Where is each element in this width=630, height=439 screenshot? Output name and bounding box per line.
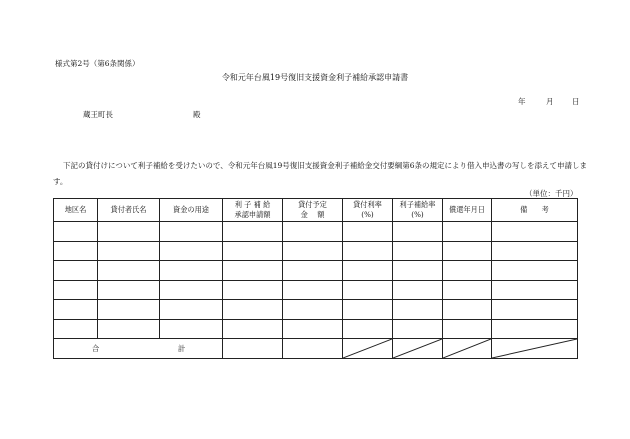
cell-subsidy-rate[interactable] (393, 280, 443, 300)
cell-remarks[interactable] (492, 280, 578, 300)
table-row (54, 300, 578, 320)
cell-borrower[interactable] (98, 280, 160, 300)
cell-purpose[interactable] (160, 300, 223, 320)
table-row (54, 222, 578, 242)
header-district (54, 199, 98, 222)
cell-applied-amount[interactable] (223, 222, 283, 242)
cell-loan-rate[interactable] (343, 222, 393, 242)
date-year: 年 (518, 97, 526, 106)
diagonal-slash (393, 339, 442, 358)
cell-subsidy-rate[interactable] (393, 300, 443, 320)
total-loan-rate-slashed (343, 339, 393, 359)
table-row (54, 319, 578, 339)
table-header-row (54, 199, 578, 222)
header-applied-amount-line1: 利 子 補 給 (234, 200, 271, 210)
cell-subsidy-rate[interactable] (393, 222, 443, 242)
cell-subsidy-rate[interactable] (393, 261, 443, 281)
cell-applied-amount[interactable] (223, 261, 283, 281)
honorific: 殿 (193, 110, 201, 119)
header-planned-amount (283, 199, 343, 222)
header-district-line1: 地区名 (64, 205, 87, 215)
cell-district[interactable] (54, 319, 98, 339)
total-row (54, 339, 578, 359)
cell-planned-amount[interactable] (283, 261, 343, 281)
header-subsidy-rate-line1: 利子補給率 (399, 200, 436, 210)
cell-purpose[interactable] (160, 222, 223, 242)
cell-repayment-date[interactable] (443, 261, 492, 281)
header-planned-amount-line1: 貸付予定 (298, 200, 327, 210)
header-remarks (492, 199, 578, 222)
cell-remarks[interactable] (492, 261, 578, 281)
cell-repayment-date[interactable] (443, 300, 492, 320)
cell-purpose[interactable] (160, 280, 223, 300)
cell-remarks[interactable] (492, 222, 578, 242)
header-purpose (160, 199, 223, 222)
cell-loan-rate[interactable] (343, 241, 393, 261)
cell-subsidy-rate[interactable] (393, 319, 443, 339)
header-repayment-date-line1: 償還年月日 (449, 205, 485, 215)
diagonal-slash (492, 339, 577, 358)
total-planned-amount[interactable] (283, 339, 343, 359)
date-day: 日 (572, 97, 580, 106)
cell-purpose[interactable] (160, 319, 223, 339)
cell-applied-amount[interactable] (223, 241, 283, 261)
diagonal-line (443, 339, 491, 358)
cell-planned-amount[interactable] (283, 280, 343, 300)
date-month: 月 (546, 97, 554, 106)
total-label-b: 計 (178, 344, 186, 353)
cell-district[interactable] (54, 222, 98, 242)
total-remarks-slashed (492, 339, 578, 359)
header-purpose-line1: 資金の用途 (173, 205, 209, 215)
table-row (54, 241, 578, 261)
cell-borrower[interactable] (98, 261, 160, 281)
total-subsidy-rate-slashed (393, 339, 443, 359)
cell-applied-amount[interactable] (223, 280, 283, 300)
header-loan-rate-line1: 貸付利率 (353, 200, 382, 210)
cell-planned-amount[interactable] (283, 241, 343, 261)
diagonal-line (343, 339, 392, 358)
cell-loan-rate[interactable] (343, 319, 393, 339)
header-loan-rate-line2: (%) (361, 210, 374, 219)
addressee: 蔵王町長 (83, 110, 113, 119)
header-borrower (98, 199, 160, 222)
total-label-a: 合 (92, 344, 100, 353)
cell-borrower[interactable] (98, 241, 160, 261)
cell-subsidy-rate[interactable] (393, 241, 443, 261)
cell-loan-rate[interactable] (343, 280, 393, 300)
total-applied-amount[interactable] (223, 339, 283, 359)
body-text: 下記の貸付けについて利子補給を受けたいので、令和元年台風19号復旧支援資金利子補給金交付要綱第6条の規定により借入申込書の写しを添えて申請します。 (53, 161, 588, 186)
unit-note: （単位：千円） (525, 189, 578, 198)
cell-purpose[interactable] (160, 261, 223, 281)
total-repayment-date-slashed (443, 339, 492, 359)
application-table (53, 198, 578, 359)
cell-planned-amount[interactable] (283, 319, 343, 339)
cell-loan-rate[interactable] (343, 261, 393, 281)
cell-planned-amount[interactable] (283, 300, 343, 320)
header-loan-rate (343, 199, 393, 222)
header-repayment-date (443, 199, 492, 222)
cell-applied-amount[interactable] (223, 300, 283, 320)
header-borrower-line1: 貸付者氏名 (110, 205, 147, 215)
cell-district[interactable] (54, 300, 98, 320)
cell-district[interactable] (54, 261, 98, 281)
cell-repayment-date[interactable] (443, 222, 492, 242)
cell-remarks[interactable] (492, 300, 578, 320)
header-subsidy-rate-line2: (%) (411, 210, 424, 219)
table-row (54, 261, 578, 281)
diagonal-slash (443, 339, 491, 358)
total-label-cell (54, 339, 223, 359)
diagonal-line (393, 339, 442, 358)
cell-applied-amount[interactable] (223, 319, 283, 339)
cell-remarks[interactable] (492, 319, 578, 339)
header-planned-amount-line2: 金 額 (300, 210, 325, 219)
cell-repayment-date[interactable] (443, 319, 492, 339)
cell-borrower[interactable] (98, 300, 160, 320)
diagonal-slash (343, 339, 392, 358)
diagonal-line (492, 339, 577, 358)
table-row (54, 280, 578, 300)
header-applied-amount-line2: 承認申請額 (234, 210, 271, 219)
cell-repayment-date[interactable] (443, 241, 492, 261)
cell-district[interactable] (54, 280, 98, 300)
cell-loan-rate[interactable] (343, 300, 393, 320)
header-subsidy-rate (393, 199, 443, 222)
header-remarks-line1: 備 考 (520, 205, 549, 215)
date-line (518, 97, 580, 106)
document-title: 令和元年台風19号復旧支援資金利子補給承認申請書 (221, 73, 409, 82)
cell-district[interactable] (54, 241, 98, 261)
cell-borrower[interactable] (98, 222, 160, 242)
cell-repayment-date[interactable] (443, 280, 492, 300)
cell-planned-amount[interactable] (283, 222, 343, 242)
cell-remarks[interactable] (492, 241, 578, 261)
cell-purpose[interactable] (160, 241, 223, 261)
form-number: 様式第2号（第6条関係） (55, 59, 140, 68)
header-applied-amount (223, 199, 283, 222)
cell-borrower[interactable] (98, 319, 160, 339)
